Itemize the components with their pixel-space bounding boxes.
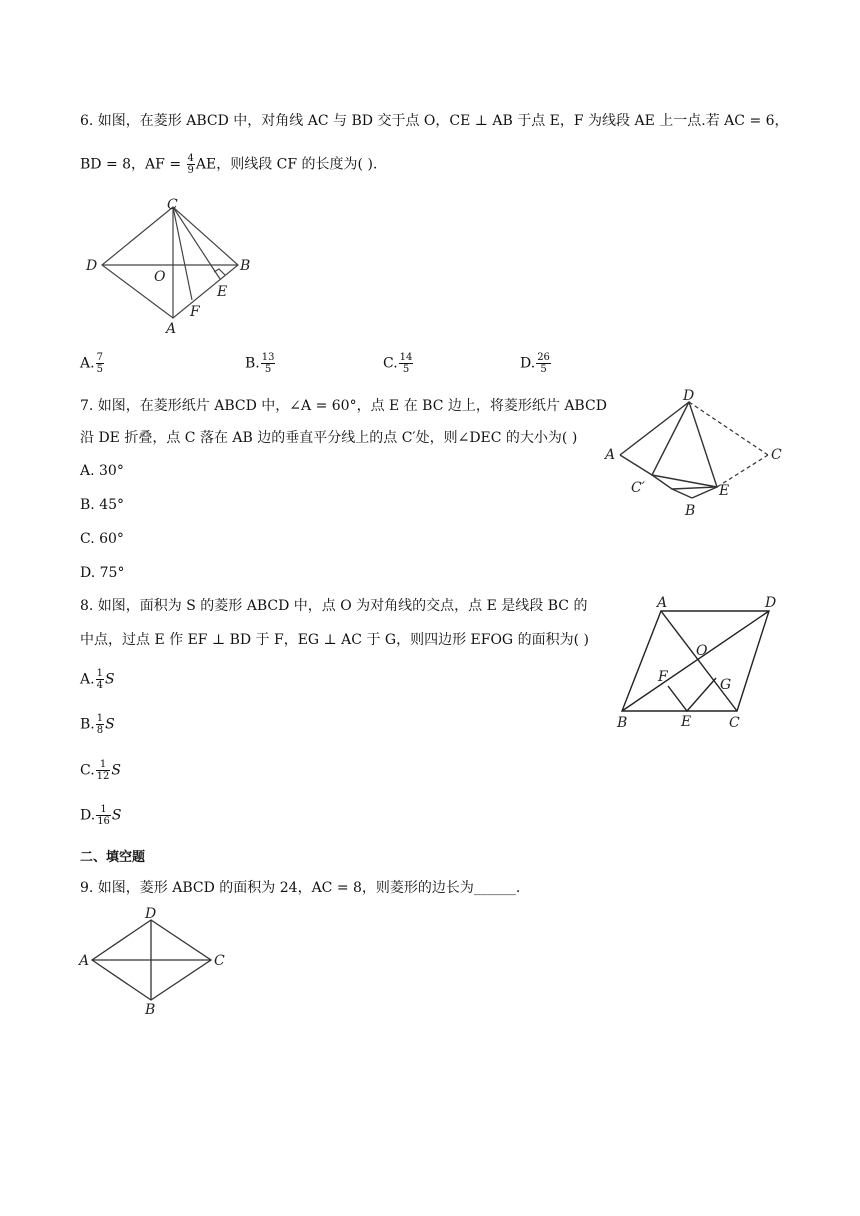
q8-text-line1: 8. 如图，面积为 S 的菱形 ABCD 中，点 O 为对角线的交点，点 E 是线段 BC 的 xyxy=(80,598,588,614)
q9-label-d: D xyxy=(145,906,157,922)
q8-label-f: F xyxy=(658,669,668,685)
q9-label-c: C xyxy=(214,953,225,969)
q8-option-c-tail: S xyxy=(111,762,121,779)
q6-option-b[interactable] xyxy=(245,352,276,375)
q8-option-a-letter: A. xyxy=(80,671,95,688)
q6-label-a: A xyxy=(166,321,177,337)
q8-label-c: C xyxy=(729,715,740,731)
q8-label-d: D xyxy=(765,595,777,611)
q9-label-b: B xyxy=(145,1002,156,1018)
q8-option-d-num: 1 xyxy=(96,804,111,816)
q7-segment-b xyxy=(672,489,692,498)
q6-option-d-letter: D. xyxy=(520,355,536,372)
q6-option-c[interactable] xyxy=(383,352,414,375)
q8-label-a: A xyxy=(657,595,668,611)
q7-fold-figure xyxy=(600,385,800,520)
q6-option-c-den: 5 xyxy=(402,364,410,375)
q8-option-d[interactable] xyxy=(80,804,122,827)
q8-option-d-den: 16 xyxy=(97,816,110,827)
q6-option-d-den: 5 xyxy=(540,364,547,375)
q8-option-a-tail: S xyxy=(104,671,115,688)
q8-option-b-num: 1 xyxy=(96,713,104,724)
q9-text-line1: 9. 如图，菱形 ABCD 的面积为 24，AC = 8，则菱形的边长为______. xyxy=(80,880,521,896)
q8-label-g: G xyxy=(720,677,732,693)
q8-diagonal-ac xyxy=(661,611,737,711)
q8-option-b[interactable] xyxy=(80,713,115,736)
q8-option-b-letter: B. xyxy=(80,716,95,733)
q8-segments-fe-eg xyxy=(668,678,716,711)
q6-option-a-letter: A. xyxy=(80,355,95,372)
q8-option-c[interactable] xyxy=(80,759,121,782)
q6-option-c-frac xyxy=(399,352,414,375)
q8-option-b-tail: S xyxy=(105,716,115,733)
q7-option-c[interactable]: C. 60° xyxy=(80,531,124,547)
q8-option-c-den: 12 xyxy=(96,771,110,782)
q7-label-a: A xyxy=(605,447,616,463)
q6-label-c: C xyxy=(167,197,178,213)
q6-rhombus-figure xyxy=(80,195,260,340)
q8-option-c-num: 1 xyxy=(96,759,111,771)
q6-option-b-letter: B. xyxy=(245,355,260,372)
q6-option-a-frac xyxy=(96,352,104,375)
q7-dashed-dc xyxy=(689,402,768,455)
q6-line2-prefix: BD = 8，AF = xyxy=(80,156,186,173)
q6-label-o: O xyxy=(154,269,166,285)
q8-label-o: O xyxy=(696,643,708,659)
q9-label-a: A xyxy=(79,953,90,969)
q8-option-a-den: 4 xyxy=(96,680,103,691)
q6-option-d-num: 26 xyxy=(537,352,550,363)
q7-label-b: B xyxy=(685,503,696,519)
q8-text-line2: 中点，过点 E 作 EF ⊥ BD 于 F，EG ⊥ AC 于 G，则四边形 EFOG 的面积为( ) xyxy=(80,632,589,648)
q6-label-f: F xyxy=(190,304,200,320)
q8-option-a[interactable] xyxy=(80,668,115,691)
q6-line2-suffix: AE，则线段 CF 的长度为( ). xyxy=(195,156,378,173)
q8-option-c-letter: C. xyxy=(80,762,95,779)
q6-fraction xyxy=(187,153,195,176)
q6-option-c-num: 14 xyxy=(399,352,413,363)
q7-label-d: D xyxy=(683,388,695,404)
q7-option-b[interactable]: B. 45° xyxy=(80,497,125,513)
q8-option-d-frac xyxy=(96,804,111,827)
q8-rhombus-figure xyxy=(612,593,792,733)
q6-option-c-letter: C. xyxy=(383,355,398,372)
q6-option-d[interactable] xyxy=(520,352,552,375)
q7-label-cprime: C′ xyxy=(631,480,645,496)
q6-label-d: D xyxy=(86,258,98,274)
q7-text-line2: 沿 DE 折叠，点 C 落在 AB 边的垂直平分线上的点 C′处，则∠DEC 的大小为( ) xyxy=(80,430,578,446)
q7-segment-dcp xyxy=(652,402,689,475)
q8-option-a-frac xyxy=(96,668,104,691)
q7-rhombus-solid xyxy=(620,402,717,489)
section-heading-fill-blank: 二、填空题 xyxy=(80,850,146,865)
q8-option-d-letter: D. xyxy=(80,807,96,824)
q8-option-b-den: 8 xyxy=(96,725,104,736)
q6-text-line1: 6. 如图，在菱形 ABCD 中，对角线 AC 与 BD 交于点 O，CE ⊥ AB 于点 E，F 为线段 AE 上一点.若 AC = 6， xyxy=(80,113,789,129)
q7-label-c: C xyxy=(771,447,782,463)
q6-fraction-den: 9 xyxy=(187,165,194,176)
q6-option-a[interactable] xyxy=(80,352,105,375)
q8-diagonal-bd xyxy=(622,611,769,711)
q6-text-line2 xyxy=(80,153,377,176)
q8-option-c-frac xyxy=(96,759,111,782)
q6-option-b-num: 13 xyxy=(261,352,275,363)
q6-option-d-frac xyxy=(536,352,551,375)
q7-segment-be xyxy=(692,487,717,498)
q8-label-e: E xyxy=(681,714,692,730)
q6-option-b-frac xyxy=(261,352,276,375)
q7-label-e: E xyxy=(719,483,730,499)
q8-label-b: B xyxy=(617,715,628,731)
q6-option-a-num: 7 xyxy=(96,352,103,363)
q6-option-a-den: 5 xyxy=(96,364,103,375)
q6-option-b-den: 5 xyxy=(264,364,272,375)
q6-rhombus-outline xyxy=(102,207,238,318)
q8-option-a-num: 1 xyxy=(96,668,103,679)
q7-option-a[interactable]: A. 30° xyxy=(80,463,124,479)
q7-option-d[interactable]: D. 75° xyxy=(80,565,125,581)
q6-fraction-num: 4 xyxy=(187,153,194,164)
q9-rhombus-figure xyxy=(78,904,238,1019)
q6-label-e: E xyxy=(217,284,228,300)
q6-label-b: B xyxy=(240,258,251,274)
q8-option-b-frac xyxy=(96,713,104,736)
q7-text-line1: 7. 如图，在菱形纸片 ABCD 中，∠A = 60°，点 E 在 BC 边上，将菱形纸片 ABCD xyxy=(80,398,607,414)
q8-option-d-tail: S xyxy=(111,807,122,824)
